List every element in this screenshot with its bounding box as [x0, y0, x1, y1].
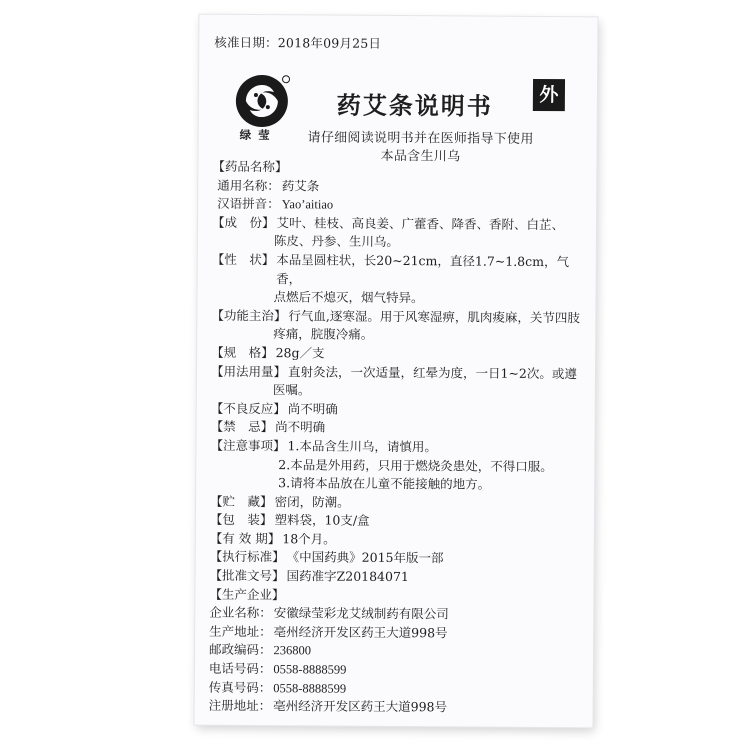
instruction-leaflet — [195, 15, 598, 728]
common-name-value: 药艾条 — [281, 177, 320, 194]
properties-label: 【性 状】 — [211, 251, 275, 268]
notice-line-2: 本品含生川乌 — [380, 148, 461, 165]
validity-value: 18个月。 — [282, 531, 336, 547]
approval-date: 核准日期：2018年09月25日 — [214, 34, 382, 51]
common-name-label: 通用名称： — [217, 177, 280, 193]
pinyin-value: Yao’aitiao — [281, 197, 334, 212]
adverse-label: 【不良反应】 — [210, 400, 286, 416]
usage-row — [211, 362, 591, 383]
validity-label: 【有 效 期】 — [209, 530, 281, 547]
indications-row — [211, 306, 591, 327]
properties-line-2: 点燃后不熄灭，烟气特异。 — [273, 289, 424, 306]
approval-number-row — [209, 567, 589, 588]
storage-label: 【贮 藏】 — [210, 493, 273, 509]
standard-label: 【执行标准】 — [209, 549, 285, 565]
indications-label: 【功能主治】 — [211, 307, 287, 323]
postal-code-label: 邮政编码： — [208, 642, 272, 658]
ingredients-line-1: 艾叶、桂枝、高良姜、广藿香、降香、香附、白芷、 — [276, 214, 565, 232]
company-name-value: 安徽绿莹彩龙艾绒制药有限公司 — [273, 605, 449, 622]
approval-number-value: 国药准字Z20184071 — [286, 568, 409, 585]
section-drug-name-label: 【药品名称】 — [212, 158, 288, 175]
spec-value: 28g／支 — [275, 345, 325, 361]
ingredients-label: 【成 份】 — [211, 214, 275, 230]
indications-line-2: 疼痛，脘腹冷痛。 — [273, 326, 374, 343]
document-title: 药艾条说明书 — [336, 91, 493, 121]
external-use-badge: 外 — [533, 79, 565, 111]
brand-name: 绿莹 — [239, 127, 277, 143]
ingredients-row — [212, 213, 592, 234]
indications-line-1: 行气血,逐寒湿。用于风寒湿痹，肌肉痠麻，关节四肢 — [288, 307, 580, 326]
fax-value: 0558-8888599 — [273, 680, 347, 696]
properties-line-1: 本品呈圆柱状，长20~21cm，直径1.7~1.8cm，气香， — [276, 252, 570, 286]
registered-address-value: 亳州经济开发区药王大道998号 — [273, 698, 448, 715]
precautions-line-2: 2.本品是外用药，只用于燃烧灸患处，不得口服。 — [278, 456, 553, 474]
contraindications-label: 【禁 忌】 — [210, 419, 274, 435]
ingredients-line-2: 陈皮、丹参、生川乌。 — [273, 233, 399, 250]
leaflet-content — [209, 158, 593, 718]
spec-label: 【规 格】 — [211, 344, 274, 361]
manufacturer-row — [209, 697, 589, 718]
approval-number-label: 【批准文号】 — [209, 567, 285, 584]
production-address-value: 亳州经济开发区药王大道998号 — [273, 623, 448, 641]
precautions-row — [210, 437, 590, 458]
storage-value: 密闭，防潮。 — [274, 493, 350, 510]
pinyin-label: 汉语拼音： — [217, 195, 280, 212]
package-value: 塑料袋，10支/盒 — [274, 512, 370, 529]
package-label: 【包 装】 — [209, 511, 273, 528]
usage-label: 【用法用量】 — [210, 363, 287, 379]
company-name-label: 企业名称： — [209, 604, 272, 621]
standard-value: 《中国药典》2015年版一部 — [286, 549, 444, 566]
phone-label: 电话号码： — [208, 660, 272, 677]
production-address-label: 生产地址： — [209, 623, 272, 639]
notice-line-1: 请仔细阅读说明书并在医师指导下使用 — [307, 130, 534, 147]
precautions-label: 【注意事项】 — [210, 437, 286, 454]
properties-row — [212, 251, 592, 291]
contraindications-value: 尚不明确 — [275, 419, 326, 435]
precautions-line-1: 1.本品含生川乌，请慎用。 — [287, 438, 437, 455]
fax-label: 传真号码： — [208, 679, 272, 695]
adverse-value: 尚不明确 — [287, 400, 338, 417]
brand-logo-icon — [232, 71, 292, 131]
precautions-line-3: 3.请将本品放在儿童不能接触的地方。 — [278, 475, 491, 492]
usage-line-1: 直射灸法，一次适量，红晕为度，一日1~2次。或遵 — [287, 363, 577, 381]
phone-value: 0558-8888599 — [273, 662, 347, 677]
postal-code-value: 236800 — [273, 643, 312, 658]
usage-line-2: 医嘱。 — [272, 382, 311, 398]
manufacturer-label: 【生产企业】 — [209, 586, 285, 602]
registered-address-label: 注册地址： — [208, 697, 272, 714]
